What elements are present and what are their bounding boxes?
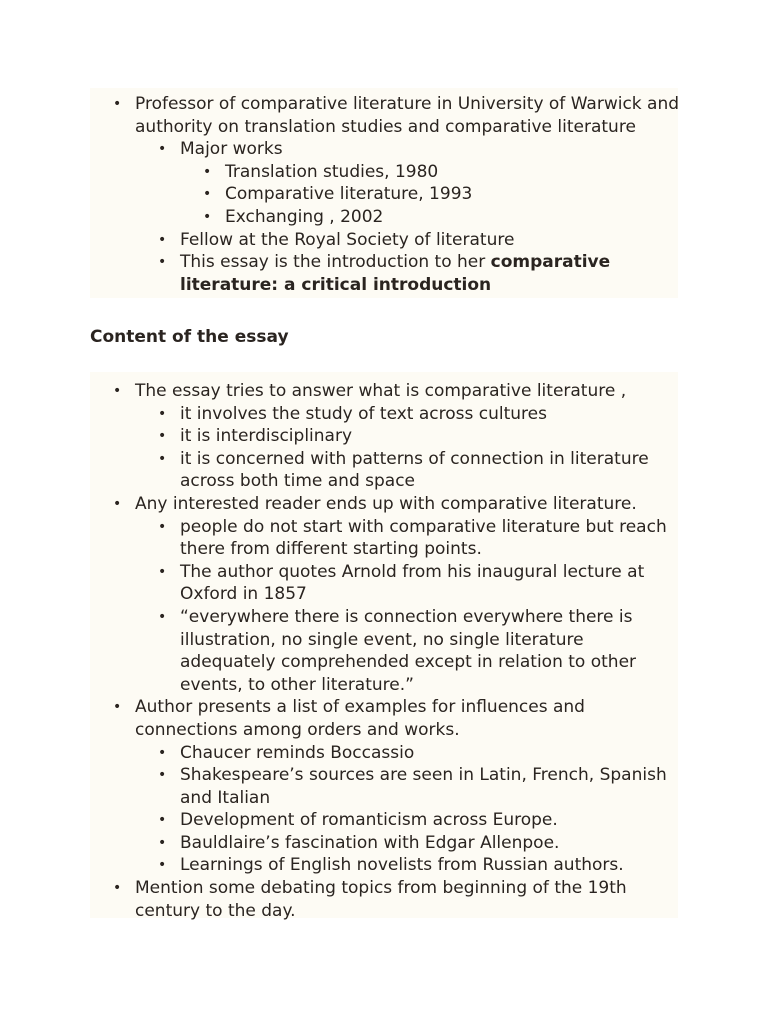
list-item: • The author quotes Arnold from his inaugural lecture at Oxford in 1857 <box>180 561 680 606</box>
section-heading: Content of the essay <box>90 327 289 347</box>
point-text: Any interested reader ends up with comparative literature. <box>135 493 637 514</box>
list-item <box>180 138 680 228</box>
list-item: • people do not start with comparative literature but reach there from different starting points. <box>180 516 680 561</box>
point-text: The essay tries to answer what is comparative literature , <box>135 381 627 401</box>
point-text: Author presents a list of examples for influences and connections among orders and works. <box>135 697 585 740</box>
list-item: • Chaucer reminds Boccassio <box>180 742 680 765</box>
point-text: Mention some debating topics from beginning of the 19th century to the day. <box>135 878 627 921</box>
author-intro-text: Professor of comparative literature in University of Warwick and authority on translation studies and comparative literature <box>135 94 680 137</box>
list-item <box>135 93 680 296</box>
list-item: • it is interdisciplinary <box>180 425 680 448</box>
author-bullet-list <box>135 93 680 296</box>
list-item: • Learnings of English novelists from Russian authors. <box>180 854 680 877</box>
list-item: • Translation studies, 1980 <box>225 161 680 184</box>
list-item: • Shakespeare’s sources are seen in Latin, French, Spanish and Italian <box>180 764 680 809</box>
list-item <box>135 696 680 877</box>
list-item: • Bauldlaire’s fascination with Edgar Allenpoe. <box>180 832 680 855</box>
essay-title-text: comparative literature: a critical introduction <box>180 252 611 295</box>
list-item <box>135 877 680 922</box>
list-item <box>135 493 680 696</box>
list-item: • Fellow at the Royal Society of literature <box>180 229 680 252</box>
list-item: • Exchanging , 2002 <box>225 206 680 229</box>
essay-content-list <box>135 380 680 922</box>
list-item: • it is concerned with patterns of connection in literature across both time and space <box>180 448 680 493</box>
major-works-label: Major works <box>180 139 283 160</box>
list-item: • Development of romanticism across Europe. <box>180 809 680 832</box>
essay-prefix-text: This essay is the introduction to her <box>180 252 491 273</box>
list-item: • it involves the study of text across cultures <box>180 403 680 426</box>
list-item <box>180 251 680 296</box>
list-item: • Comparative literature, 1993 <box>225 183 680 206</box>
list-item: • “everywhere there is connection everywhere there is illustration, no single event, no single literature adequately comprehended except in relation to other events, to other literature.” <box>180 606 680 696</box>
list-item <box>135 380 680 493</box>
